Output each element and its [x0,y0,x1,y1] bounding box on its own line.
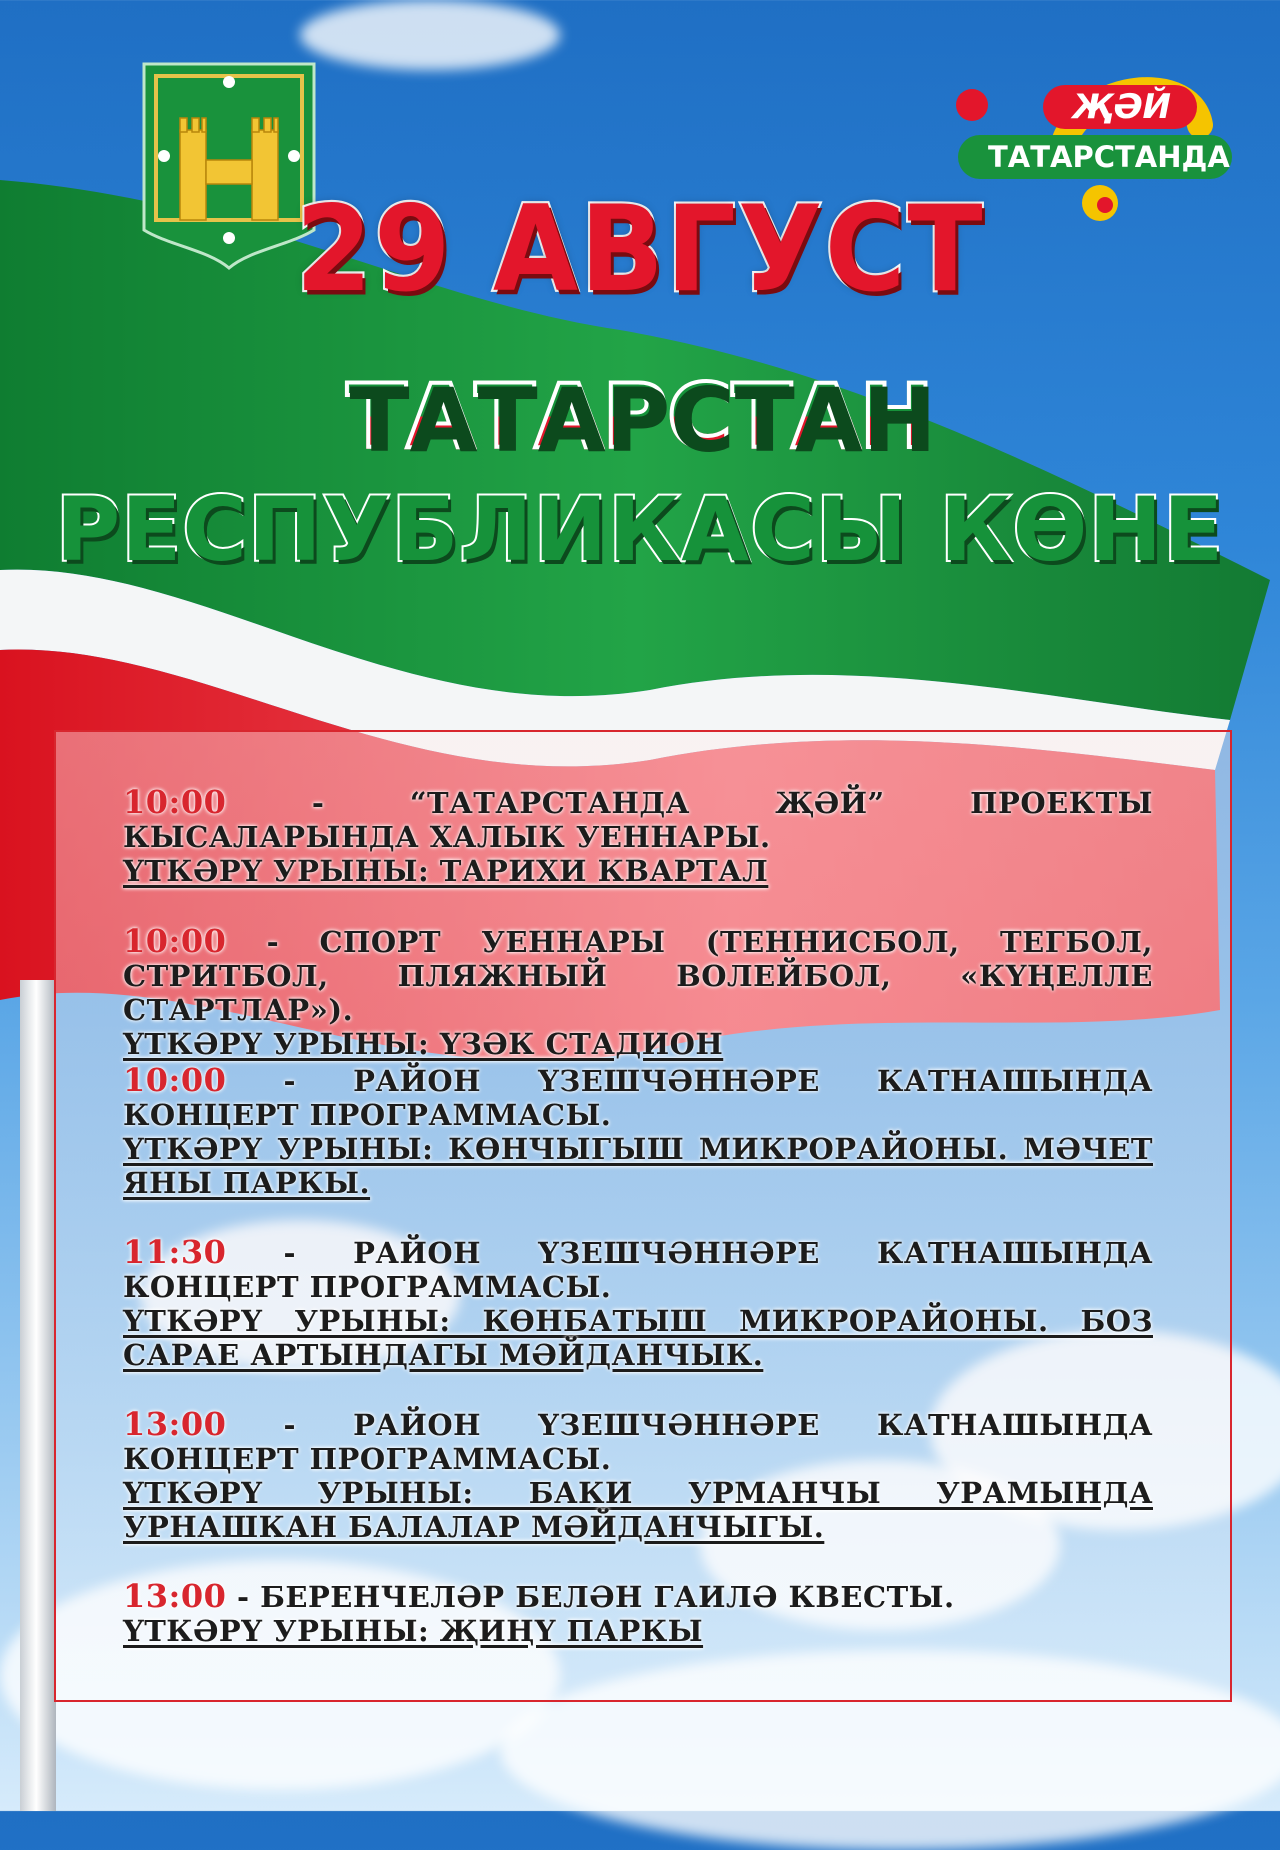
event-place: ҮТКӘРҮ УРЫНЫ: ТАРИХИ КВАРТАЛ [123,854,769,888]
event-description: “ТАТАРСТАНДА ҖӘЙ” ПРОЕКТЫ КЫСАЛАРЫНДА ХАЛЫК УЕННАРЫ. [123,786,1153,854]
event-time: 11:30 [123,1233,227,1271]
event-schedule [54,730,1232,1702]
schedule-item: 13:00 - РАЙОН ҮЗЕШЧӘННӘРЕ КАТНАШЫНДА КОНЦЕРТ ПРОГРАММАСЫ. ҮТКӘРҮ УРЫНЫ: БАКИ УРМАНЧЫ УРАМЫНДА УРНАШКАН БАЛАЛАР МӘЙДАНЧЫГЫ. [123,1405,1153,1544]
headline-line-1: ТАТАРСТАН [0,365,1280,468]
event-place: ҮТКӘРҮ УРЫНЫ: КӨНБАТЫШ МИКРОРАЙОНЫ. БОЗ САРАЕ АРТЫНДАГЫ МӘЙДАНЧЫК. [123,1304,1153,1372]
event-description: БЕРЕНЧЕЛӘР БЕЛӘН ГАИЛӘ КВЕСТЫ. [260,1580,955,1614]
event-description: РАЙОН ҮЗЕШЧӘННӘРЕ КАТНАШЫНДА КОНЦЕРТ ПРОГРАММАСЫ. [123,1408,1153,1476]
event-place: ҮТКӘРҮ УРЫНЫ: БАКИ УРМАНЧЫ УРАМЫНДА УРНАШКАН БАЛАЛАР МӘЙДАНЧЫГЫ. [123,1476,1153,1544]
event-place: ҮТКӘРҮ УРЫНЫ: КӨНЧЫГЫШ МИКРОРАЙОНЫ. МӘЧЕТ ЯНЫ ПАРКЫ. [123,1132,1153,1200]
event-place: ҮТКӘРҮ УРЫНЫ: ҖИҢҮ ПАРКЫ [123,1614,704,1648]
logo-word-tatarstanda: ТАТАРСТАНДА [988,140,1230,174]
event-time: 13:00 [123,1405,227,1443]
schedule-item: 10:00 - “ТАТАРСТАНДА ҖӘЙ” ПРОЕКТЫ КЫСАЛАРЫНДА ХАЛЫК УЕННАРЫ. ҮТКӘРҮ УРЫНЫ: ТАРИХИ КВАРТАЛ [123,783,1153,888]
schedule-item: 10:00 - СПОРТ УЕННАРЫ (ТЕННИСБОЛ, ТЕГБОЛ, СТРИТБОЛ, ПЛЯЖНЫЙ ВОЛЕЙБОЛ, «КҮҢЕЛЛЕ СТАРТЛАР»). ҮТКӘРҮ УРЫНЫ: ҮЗӘК СТАДИОН [123,922,1153,1061]
event-time: 10:00 [123,922,227,960]
event-description: РАЙОН ҮЗЕШЧӘННӘРЕ КАТНАШЫНДА КОНЦЕРТ ПРОГРАММАСЫ. [123,1064,1153,1132]
logo-word-summer: ҖӘЙ [1072,87,1171,127]
event-time: 13:00 [123,1577,227,1615]
event-place: ҮТКӘРҮ УРЫНЫ: ҮЗӘК СТАДИОН [123,1027,724,1061]
event-description: РАЙОН ҮЗЕШЧӘННӘРЕ КАТНАШЫНДА КОНЦЕРТ ПРОГРАММАСЫ. [123,1236,1153,1304]
headline-line-2: РЕСПУБЛИКАСЫ КӨНЕ [55,478,1225,581]
event-time: 10:00 [123,783,227,821]
schedule-item: 10:00 - РАЙОН ҮЗЕШЧӘННӘРЕ КАТНАШЫНДА КОНЦЕРТ ПРОГРАММАСЫ. ҮТКӘРҮ УРЫНЫ: КӨНЧЫГЫШ МИКРОРАЙОНЫ. МӘЧЕТ ЯНЫ ПАРКЫ. [123,1061,1153,1200]
schedule-item: 11:30 - РАЙОН ҮЗЕШЧӘННӘРЕ КАТНАШЫНДА КОНЦЕРТ ПРОГРАММАСЫ. ҮТКӘРҮ УРЫНЫ: КӨНБАТЫШ МИКРОРАЙОНЫ. БОЗ САРАЕ АРТЫНДАГЫ МӘЙДАНЧЫК. [123,1233,1153,1372]
event-date: 29 АВГУСТ [295,179,985,319]
flagpole [20,980,56,1811]
event-time: 10:00 [123,1061,227,1099]
schedule-item: 13:00 - БЕРЕНЧЕЛӘР БЕЛӘН ГАИЛӘ КВЕСТЫ. ҮТКӘРҮ УРЫНЫ: ҖИҢҮ ПАРКЫ [123,1579,1153,1648]
event-description: СПОРТ УЕННАРЫ (ТЕННИСБОЛ, ТЕГБОЛ, СТРИТБОЛ, ПЛЯЖНЫЙ ВОЛЕЙБОЛ, «КҮҢЕЛЛЕ СТАРТЛАР»). [123,925,1153,1027]
